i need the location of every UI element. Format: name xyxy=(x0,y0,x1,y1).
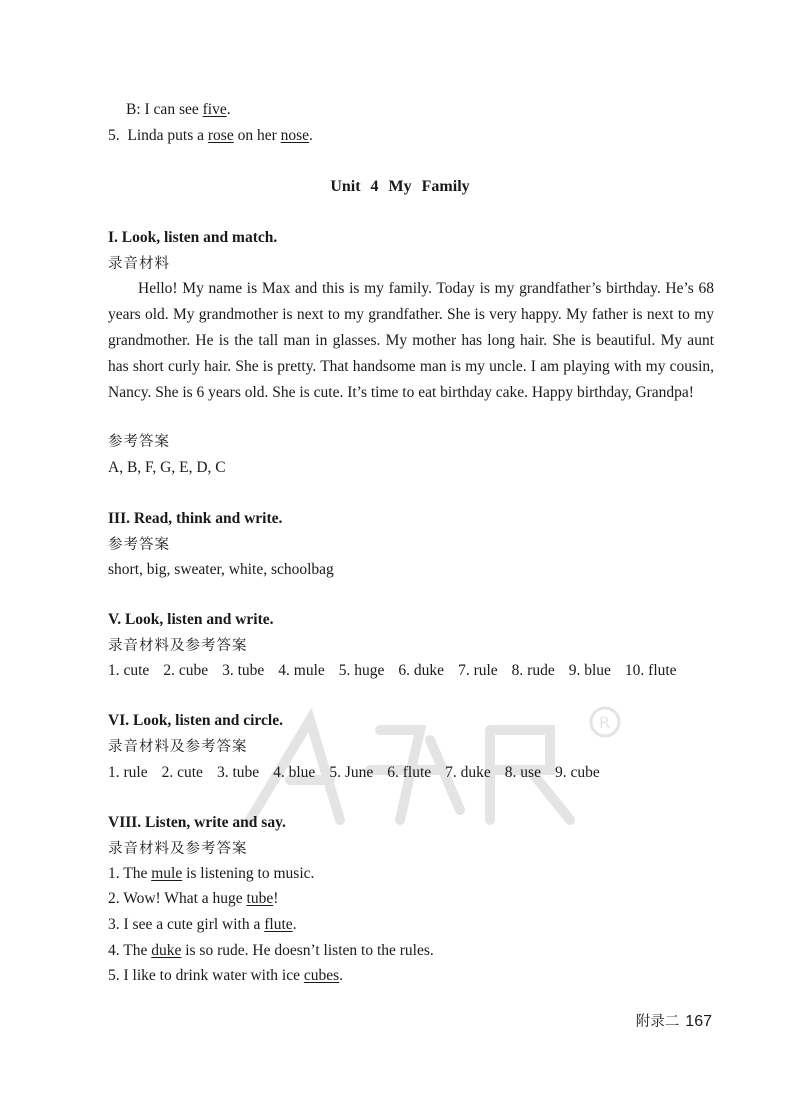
answer-item: 5. huge xyxy=(338,662,385,679)
sentence-1: 1. The mule is listening to music. xyxy=(108,865,315,882)
section-5-heading: V. Look, listen and write. xyxy=(108,611,274,628)
section-1-audio-label: 录音材料 xyxy=(108,256,170,272)
section-1-answer: A, B, F, G, E, D, C xyxy=(108,459,226,476)
paragraph-row: years old. My grandmother is next to my grandfather. She is very happy. My father is next to my xyxy=(108,306,714,323)
sentence-4: 4. The duke is so rude. He doesn’t listen to the rules. xyxy=(108,942,434,959)
answer-item: 7. duke xyxy=(445,764,491,781)
section-5-label: 录音材料及参考答案 xyxy=(108,638,248,654)
section-3-heading: III. Read, think and write. xyxy=(108,510,283,527)
top-line-5: 5. Linda puts a rose on her nose. xyxy=(108,127,313,144)
page-number: 167 xyxy=(685,1013,712,1030)
sentence-5: 5. I like to drink water with ice cubes. xyxy=(108,967,344,984)
section-5-answers xyxy=(108,661,677,681)
answer-item: 3. tube xyxy=(222,662,265,679)
section-1-paragraph xyxy=(108,276,714,406)
answer-item: 8. rude xyxy=(511,662,555,679)
answer-item: 10. flute xyxy=(624,662,677,679)
answer-item: 1. rule xyxy=(108,764,148,781)
appendix-label: 附录二 xyxy=(635,1014,680,1030)
paragraph-row: has short curly hair. She is pretty. That handsome man is my uncle. I am playing with my cousin, xyxy=(108,358,714,375)
answer-item: 9. blue xyxy=(568,662,611,679)
page-footer xyxy=(636,1010,712,1031)
answer-item: 2. cube xyxy=(163,662,209,679)
section-3-answer-label: 参考答案 xyxy=(108,537,170,553)
answer-item: 5. June xyxy=(329,764,374,781)
top-line-b: B: I can see five. xyxy=(126,101,231,118)
answer-item: 4. mule xyxy=(278,662,325,679)
section-8-heading: VIII. Listen, write and say. xyxy=(108,814,286,831)
answer-item: 9. cube xyxy=(554,764,600,781)
paragraph-row: Hello! My name is Max and this is my family. Today is my grandfather’s birthday. He’s 68 xyxy=(138,280,714,297)
unit-title: Unit 4 My Family xyxy=(330,178,470,195)
section-8-label: 录音材料及参考答案 xyxy=(108,841,248,857)
answer-item: 6. duke xyxy=(398,662,445,679)
paragraph-row: Nancy. She is 6 years old. She is cute. It’s time to eat birthday cake. Happy birthday, Grandpa! xyxy=(108,384,694,401)
section-6-answers xyxy=(108,763,600,783)
paragraph-row: grandmother. He is the tall man in glasses. My mother has long hair. She is beautiful. My aunt xyxy=(108,332,714,349)
answer-item: 2. cute xyxy=(161,764,203,781)
answer-item: 6. flute xyxy=(387,764,432,781)
answer-item: 7. rule xyxy=(458,662,498,679)
answer-item: 1. cute xyxy=(108,662,150,679)
answer-item: 4. blue xyxy=(273,764,316,781)
sentence-3: 3. I see a cute girl with a flute. xyxy=(108,916,297,933)
svg-text:R: R xyxy=(599,713,611,732)
section-6-heading: VI. Look, listen and circle. xyxy=(108,712,283,729)
section-1-heading: I. Look, listen and match. xyxy=(108,229,278,246)
section-3-answer: short, big, sweater, white, schoolbag xyxy=(108,561,334,578)
answer-item: 8. use xyxy=(504,764,541,781)
sentence-2: 2. Wow! What a huge tube! xyxy=(108,890,279,907)
answer-item: 3. tube xyxy=(216,764,260,781)
section-1-answer-label: 参考答案 xyxy=(108,434,170,450)
section-6-label: 录音材料及参考答案 xyxy=(108,739,248,755)
